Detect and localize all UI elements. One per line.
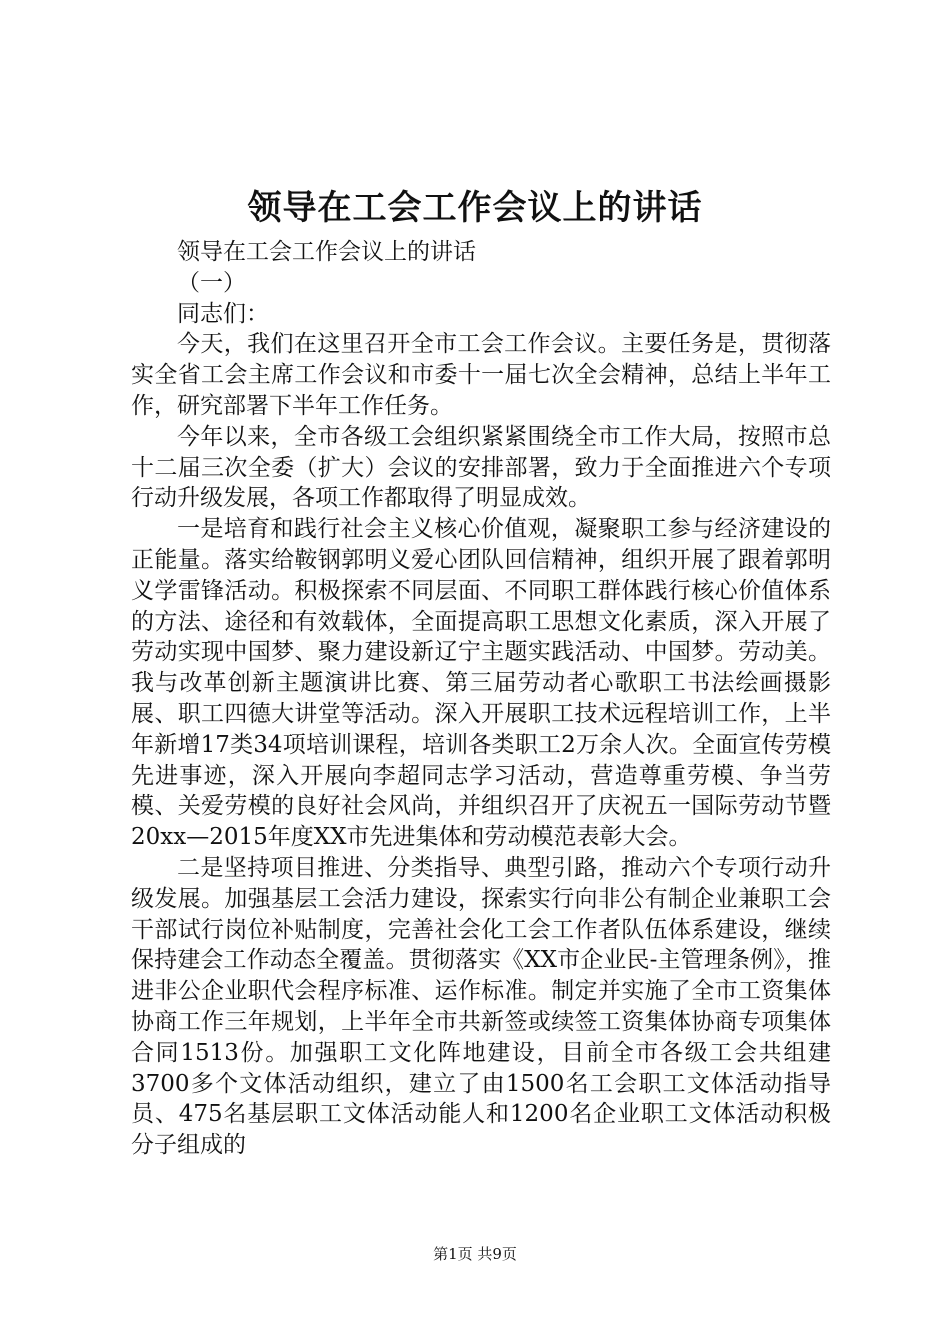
paragraph-subtitle: 领导在工会工作会议上的讲话 — [177, 239, 476, 265]
paragraph-point-one: 一是培育和践行社会主义核心价值观，凝聚职工参与经济建设的正能量。落实给鞍钢郭明义爱心团队回信精神，组织开展了跟着郭明义学雷锋活动。积极探索不同层面、不同职工群体践行核心价值体系的方法、途径和有效载体，全面提高职工思想文化素质，深入开展了劳动实现中国梦、聚力建设新辽宁主题实践活动、中国梦。劳动美。我与改革创新主题演讲比赛、第三届劳动者心歌职工书法绘画摄影展、职工四德大讲堂等活动。深入开展职工技术远程培训工作，上半年新增17类34项培训课程，培训各类职工2万余人次。全面宣传劳模先进事迹，深入开展向李超同志学习活动，营造尊重劳模、争当劳模、关爱劳模的良好社会风尚，并组织召开了庆祝五一国际劳动节暨20xx—2015年度XX市先进集体和劳动模范表彰大会。 — [131, 516, 831, 851]
document-title: 领导在工会工作会议上的讲话 — [247, 188, 703, 228]
paragraph-overview: 今年以来，全市各级工会组织紧紧围绕全市工作大局，按照市总十二届三次全委（扩大）会议的安排部署，致力于全面推进六个专项行动升级发展，各项工作都取得了明显成效。 — [131, 423, 831, 512]
document-body — [131, 237, 831, 1161]
paragraph-intro: 今天，我们在这里召开全市工会工作会议。主要任务是，贯彻落实全省工会主席工作会议和市委十一届七次全会精神，总结上半年工作，研究部署下半年工作任务。 — [131, 331, 831, 419]
paragraph-point-two: 二是坚持项目推进、分类指导、典型引路，推动六个专项行动升级发展。加强基层工会活力建设，探索实行向非公有制企业兼职工会干部试行岗位补贴制度，完善社会化工会工作者队伍体系建设，继续保持建会工作动态全覆盖。贯彻落实《XX市企业民-主管理条例》，推进非公企业职代会程序标准、运作标准。制定并实施了全市工资集体协商工作三年规划，上半年全市共新签或续签工资集体协商专项集体合同1513份。加强职工文化阵地建设，目前全市各级工会共组建3700多个文体活动组织，建立了由1500名工会职工文体活动指导员、475名基层职工文体活动能人和1200名企业职工文体活动积极分子组成的 — [131, 854, 831, 1159]
page-number-footer: 第1页 共9页 — [433, 1245, 517, 1263]
paragraph-salutation: 同志们： — [177, 300, 269, 327]
paragraph-section-number: （一） — [177, 269, 246, 296]
